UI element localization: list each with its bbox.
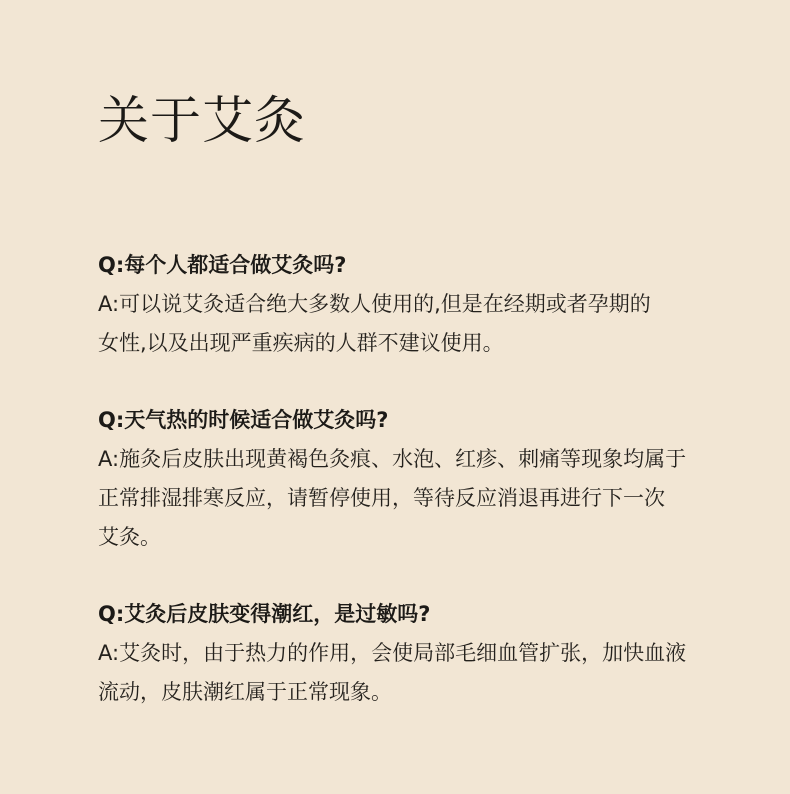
- page-title: 关于艾灸: [98, 92, 307, 151]
- faq-answer: [98, 634, 718, 712]
- faq-item: [98, 595, 718, 711]
- answer-line: 流动，皮肤潮红属于正常现象。: [98, 679, 392, 704]
- faq-answer: [98, 440, 718, 556]
- faq-question: Q:艾灸后皮肤变得潮红，是过敏吗?: [98, 602, 431, 627]
- answer-line: A:可以说艾灸适合绝大多数人使用的,但是在经期或者孕期的: [98, 291, 651, 316]
- faq-list: [98, 246, 718, 750]
- faq-item: [98, 246, 718, 362]
- answer-line: 艾灸。: [98, 524, 161, 549]
- answer-line: A:施灸后皮肤出现黄褐色灸痕、水泡、红疹、刺痛等现象均属于: [98, 446, 687, 471]
- answer-line: 女性,以及出现严重疾病的人群不建议使用。: [98, 330, 504, 355]
- faq-answer: [98, 285, 718, 363]
- faq-item: [98, 401, 718, 556]
- answer-line: 正常排湿排寒反应，请暂停使用，等待反应消退再进行下一次: [98, 485, 665, 510]
- faq-question: Q:天气热的时候适合做艾灸吗?: [98, 408, 389, 433]
- answer-line: A:艾灸时，由于热力的作用，会使局部毛细血管扩张，加快血液: [98, 640, 687, 665]
- faq-question: Q:每个人都适合做艾灸吗?: [98, 253, 347, 277]
